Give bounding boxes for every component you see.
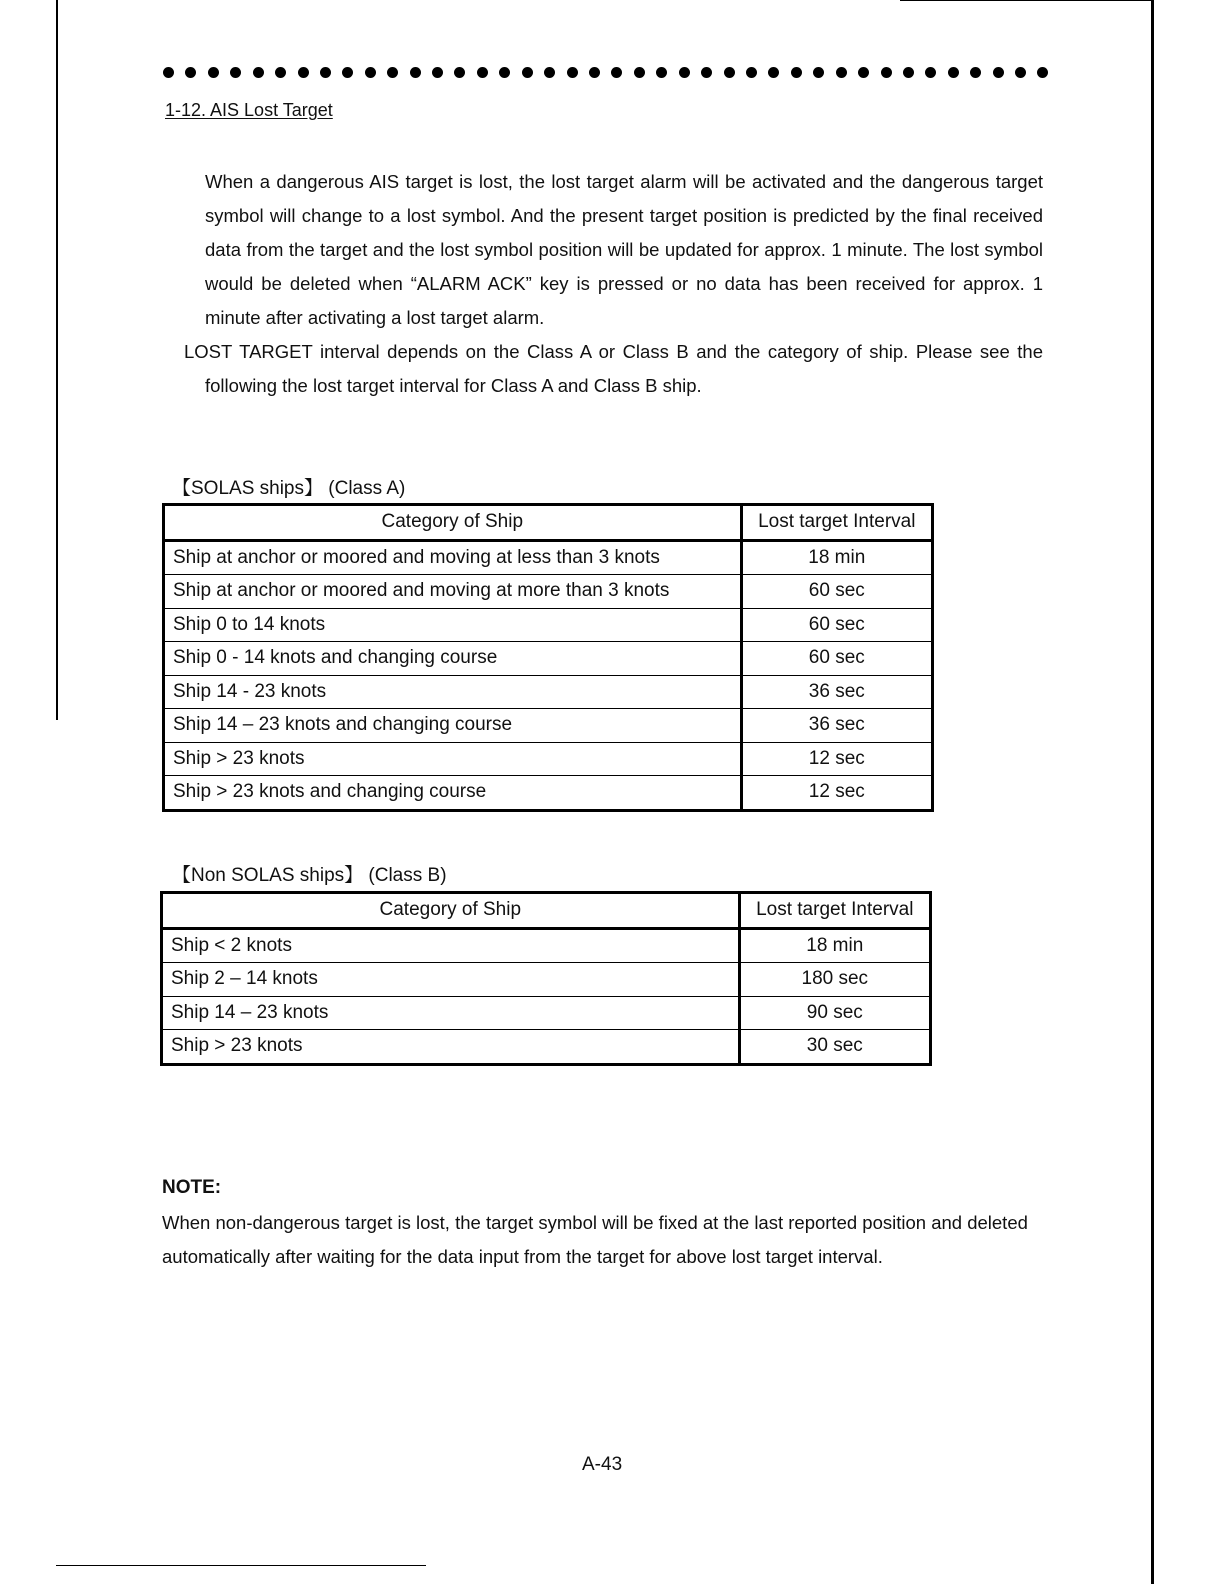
table-header-row [164, 505, 933, 541]
separator-dot [499, 67, 510, 78]
category-cell: Ship 14 – 23 knots and changing course [164, 709, 742, 743]
table-row [164, 608, 933, 642]
header-interval: Lost target Interval [741, 505, 932, 541]
separator-dot [477, 67, 488, 78]
separator-dot [881, 67, 892, 78]
separator-dot [567, 67, 578, 78]
table-row [162, 963, 931, 997]
interval-cell: 90 sec [739, 996, 930, 1030]
separator-dot [544, 67, 555, 78]
separator-dot [948, 67, 959, 78]
separator-dot [365, 67, 376, 78]
separator-dot [342, 67, 353, 78]
table-row [164, 642, 933, 676]
intro-paragraph: When a dangerous AIS target is lost, the lost target alarm will be activated and the dangerous target symbol will change to a lost symbol. And the present target position is predicted by the final received data from the target and the lost symbol position will be updated for approx. 1 minute. The lost symbol would be deleted when “ALARM ACK” key is pressed or no data has been received for approx. 1 minute after activating a lost target alarm. [205, 171, 1043, 328]
table-row [164, 675, 933, 709]
scan-left-border [56, 0, 58, 720]
table-row [162, 1030, 931, 1065]
separator-dot [970, 67, 981, 78]
non-solas-table [160, 891, 932, 1066]
category-cell: Ship 0 to 14 knots [164, 608, 742, 642]
table-row [164, 742, 933, 776]
separator-dot [746, 67, 757, 78]
section-title: 1-12. AIS Lost Target [165, 100, 333, 120]
separator-dot [208, 67, 219, 78]
separator-dot [230, 67, 241, 78]
table-row [164, 709, 933, 743]
separator-dot [589, 67, 600, 78]
category-cell: Ship > 23 knots [162, 1030, 740, 1065]
separator-dot [836, 67, 847, 78]
separator-dot [275, 67, 286, 78]
header-category: Category of Ship [164, 505, 742, 541]
separator-dot [454, 67, 465, 78]
interval-cell: 36 sec [741, 675, 932, 709]
interval-cell: 60 sec [741, 575, 932, 609]
table-row [164, 540, 933, 575]
header-interval: Lost target Interval [739, 893, 930, 929]
interval-cell: 12 sec [741, 776, 932, 811]
separator-dot [1015, 67, 1026, 78]
table-header-row [162, 893, 931, 929]
category-cell: Ship 0 - 14 knots and changing course [164, 642, 742, 676]
separator-dot [656, 67, 667, 78]
separator-dot [768, 67, 779, 78]
solas-caption: 【SOLAS ships】 (Class A) [172, 478, 406, 499]
category-cell: Ship > 23 knots and changing course [164, 776, 742, 811]
header-category: Category of Ship [162, 893, 740, 929]
separator-dot [410, 67, 421, 78]
dot-separator [163, 62, 1049, 82]
separator-dot [253, 67, 264, 78]
category-cell: Ship at anchor or moored and moving at more than 3 knots [164, 575, 742, 609]
separator-dot [298, 67, 309, 78]
interval-cell: 180 sec [739, 963, 930, 997]
scan-top-edge [900, 0, 1154, 1]
separator-dot [522, 67, 533, 78]
table-row [162, 928, 931, 963]
separator-dot [858, 67, 869, 78]
interval-cell: 18 min [741, 540, 932, 575]
separator-dot [724, 67, 735, 78]
separator-dot [993, 67, 1004, 78]
separator-dot [813, 67, 824, 78]
scan-bottom-edge [56, 1565, 426, 1566]
interval-cell: 60 sec [741, 642, 932, 676]
separator-dot [925, 67, 936, 78]
category-cell: Ship 14 - 23 knots [164, 675, 742, 709]
separator-dot [1037, 67, 1048, 78]
category-cell: Ship < 2 knots [162, 928, 740, 963]
table-row [164, 776, 933, 811]
note-title: NOTE: [162, 1177, 222, 1198]
separator-dot [185, 67, 196, 78]
interval-paragraph: LOST TARGET interval depends on the Class A or Class B and the category of ship. Please see the following the lost target interval for Class A and Class B ship. [184, 341, 1043, 396]
table-row [164, 575, 933, 609]
interval-cell: 18 min [739, 928, 930, 963]
separator-dot [791, 67, 802, 78]
separator-dot [320, 67, 331, 78]
category-cell: Ship > 23 knots [164, 742, 742, 776]
interval-cell: 36 sec [741, 709, 932, 743]
separator-dot [387, 67, 398, 78]
table-row [162, 996, 931, 1030]
note-body: When non-dangerous target is lost, the target symbol will be fixed at the last reported position and deleted automatically after waiting for the data input from the target for above lost target interval. [162, 1212, 1028, 1267]
interval-cell: 30 sec [739, 1030, 930, 1065]
separator-dot [634, 67, 645, 78]
category-cell: Ship 14 – 23 knots [162, 996, 740, 1030]
separator-dot [679, 67, 690, 78]
separator-dot [611, 67, 622, 78]
non-solas-caption: 【Non SOLAS ships】 (Class B) [172, 865, 447, 886]
interval-cell: 12 sec [741, 742, 932, 776]
interval-cell: 60 sec [741, 608, 932, 642]
scan-right-border [1151, 0, 1154, 1584]
solas-table [162, 503, 934, 812]
category-cell: Ship at anchor or moored and moving at less than 3 knots [164, 540, 742, 575]
separator-dot [432, 67, 443, 78]
separator-dot [163, 67, 174, 78]
separator-dot [903, 67, 914, 78]
category-cell: Ship 2 – 14 knots [162, 963, 740, 997]
separator-dot [701, 67, 712, 78]
page-number: A-43 [582, 1454, 623, 1475]
